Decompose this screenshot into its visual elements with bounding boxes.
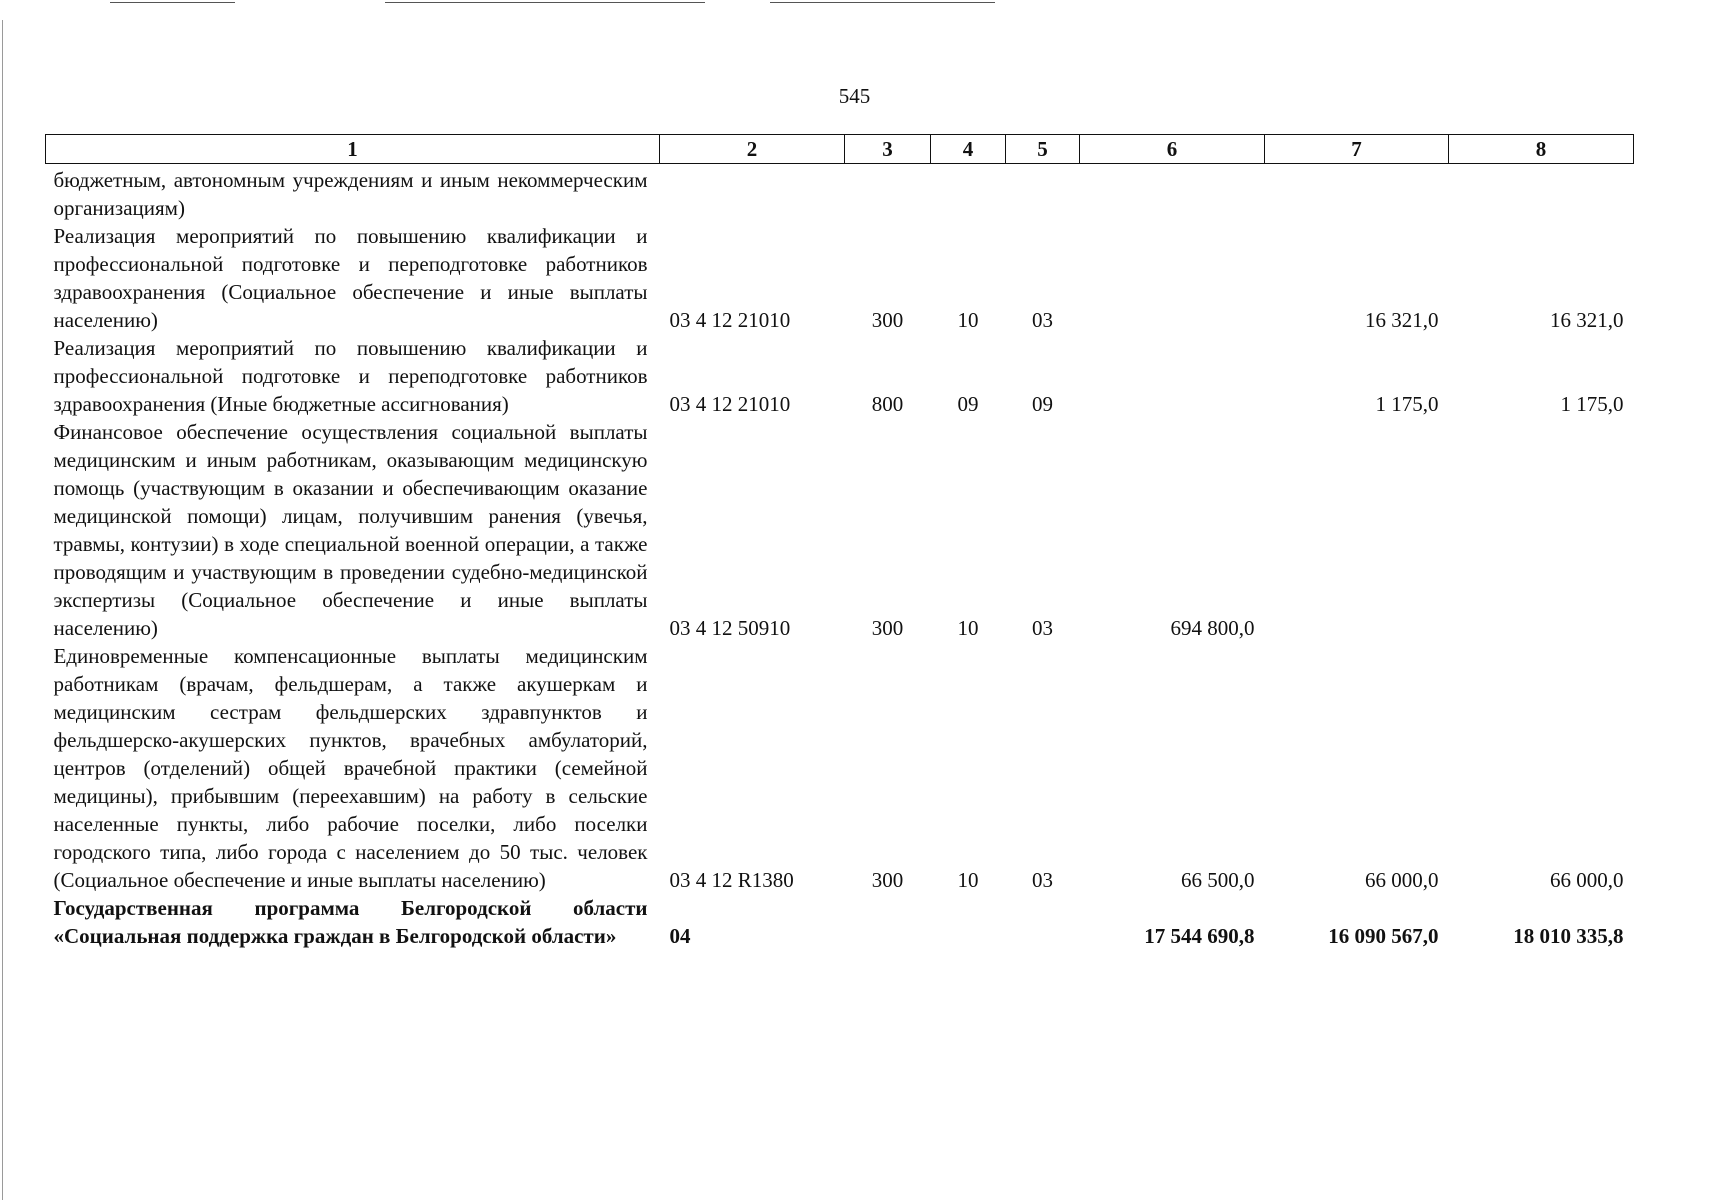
amount-col8: 1 175,0	[1560, 392, 1624, 416]
target-article-code: 03 4 12 50910	[669, 616, 791, 640]
section-code: 10	[957, 308, 979, 332]
table-row	[46, 222, 1634, 334]
amount-col6	[1080, 222, 1265, 334]
amount-col6: 17 544 690,8	[1144, 924, 1255, 948]
page-edge	[2, 20, 3, 1200]
section-code: 10	[957, 868, 979, 892]
subsection-code: 03	[1032, 616, 1053, 640]
amount-col7	[1265, 418, 1449, 642]
expense-type-code: 800	[871, 392, 904, 416]
amount-col8	[1449, 418, 1634, 642]
target-article-code: 03 4 12 21010	[669, 392, 791, 416]
subsection-code: 03	[1032, 308, 1053, 332]
program-code: 04	[669, 924, 691, 948]
amount-col8: 18 010 335,8	[1513, 924, 1624, 948]
table-row	[46, 334, 1634, 418]
expense-name: Финансовое обеспечение осуществления социальной выплаты медицинским и иным работникам, оказывающим медицинскую помощь (участвующим в оказании и обеспечивающим оказание медицинской помощи) лицам, получившим ранения (увечья, травмы, контузии) в ходе специальной военной операции, а также проводящим и участвующим в проведении судебно-медицинской экспертизы (Социальное обеспечение и иные выплаты населению)	[53, 420, 648, 640]
amount-col7: 1 175,0	[1375, 392, 1439, 416]
column-header: 7	[1265, 135, 1449, 164]
column-header: 2	[660, 135, 845, 164]
column-header: 4	[931, 135, 1006, 164]
column-number-header-row	[46, 135, 1634, 164]
table-row	[46, 164, 1634, 223]
table-row	[46, 642, 1634, 894]
subsection-code: 09	[1032, 392, 1053, 416]
expense-name: Единовременные компенсационные выплаты медицинским работникам (врачам, фельдшерам, а также акушеркам и медицинским сестрам фельдшерских здравпунктов и фельдшерско-акушерских пунктов, врачебных амбулаторий, центров (отделений) общей врачебной практики (семейной медицины), прибывшим (переехавшим) на работу в сельские населенные пункты, либо рабочие поселки, либо поселки городского типа, либо города с населением до 50 тыс. человек (Социальное обеспечение и иные выплаты населению)	[53, 644, 648, 892]
expense-type-code: 300	[871, 616, 904, 640]
section-code	[931, 164, 1006, 223]
column-header: 8	[1449, 135, 1634, 164]
expense-name: Реализация мероприятий по повышению квалификации и профессиональной подготовке и переподготовке работников здравоохранения (Социальное обеспечение и иные выплаты населению)	[53, 224, 648, 332]
amount-col7	[1265, 164, 1449, 223]
table-row	[46, 418, 1634, 642]
amount-col8: 16 321,0	[1550, 308, 1624, 332]
amount-col7: 16 321,0	[1365, 308, 1439, 332]
expense-name: Реализация мероприятий по повышению квалификации и профессиональной подготовке и переподготовке работников здравоохранения (Иные бюджетные ассигнования)	[53, 336, 648, 416]
page-number: 545	[838, 84, 871, 108]
amount-col6	[1080, 334, 1265, 418]
amount-col8: 66 000,0	[1550, 868, 1624, 892]
amount-col6: 694 800,0	[1170, 616, 1255, 640]
scan-artifact-line	[110, 2, 235, 3]
expense-type-code: 300	[871, 868, 904, 892]
amount-col7: 16 090 567,0	[1328, 924, 1439, 948]
amount-col7: 66 000,0	[1365, 868, 1439, 892]
subsection-code: 03	[1032, 868, 1053, 892]
column-header: 1	[46, 135, 660, 164]
expense-type-code	[845, 894, 931, 950]
subsection-code	[1006, 894, 1080, 950]
target-article-code: 03 4 12 R1380	[669, 868, 794, 892]
program-name: Государственная программа Белгородской области «Социальная поддержка граждан в Белгородской области»	[53, 896, 648, 948]
section-code: 10	[957, 616, 979, 640]
amount-col6: 66 500,0	[1181, 868, 1255, 892]
expense-name: бюджетным, автономным учреждениям и иным некоммерческим организациям)	[53, 168, 648, 220]
target-article-code	[660, 164, 845, 223]
column-header: 6	[1080, 135, 1265, 164]
expense-type-code: 300	[871, 308, 904, 332]
program-total-row	[46, 894, 1634, 950]
scan-artifact-line	[770, 2, 995, 3]
budget-table	[45, 134, 1634, 950]
column-header: 3	[845, 135, 931, 164]
section-code: 09	[957, 392, 979, 416]
subsection-code	[1006, 164, 1080, 223]
expense-type-code	[845, 164, 931, 223]
scan-artifact-line	[385, 2, 705, 3]
amount-col6	[1080, 164, 1265, 223]
target-article-code: 03 4 12 21010	[669, 308, 791, 332]
amount-col8	[1449, 164, 1634, 223]
column-header: 5	[1006, 135, 1080, 164]
section-code	[931, 894, 1006, 950]
